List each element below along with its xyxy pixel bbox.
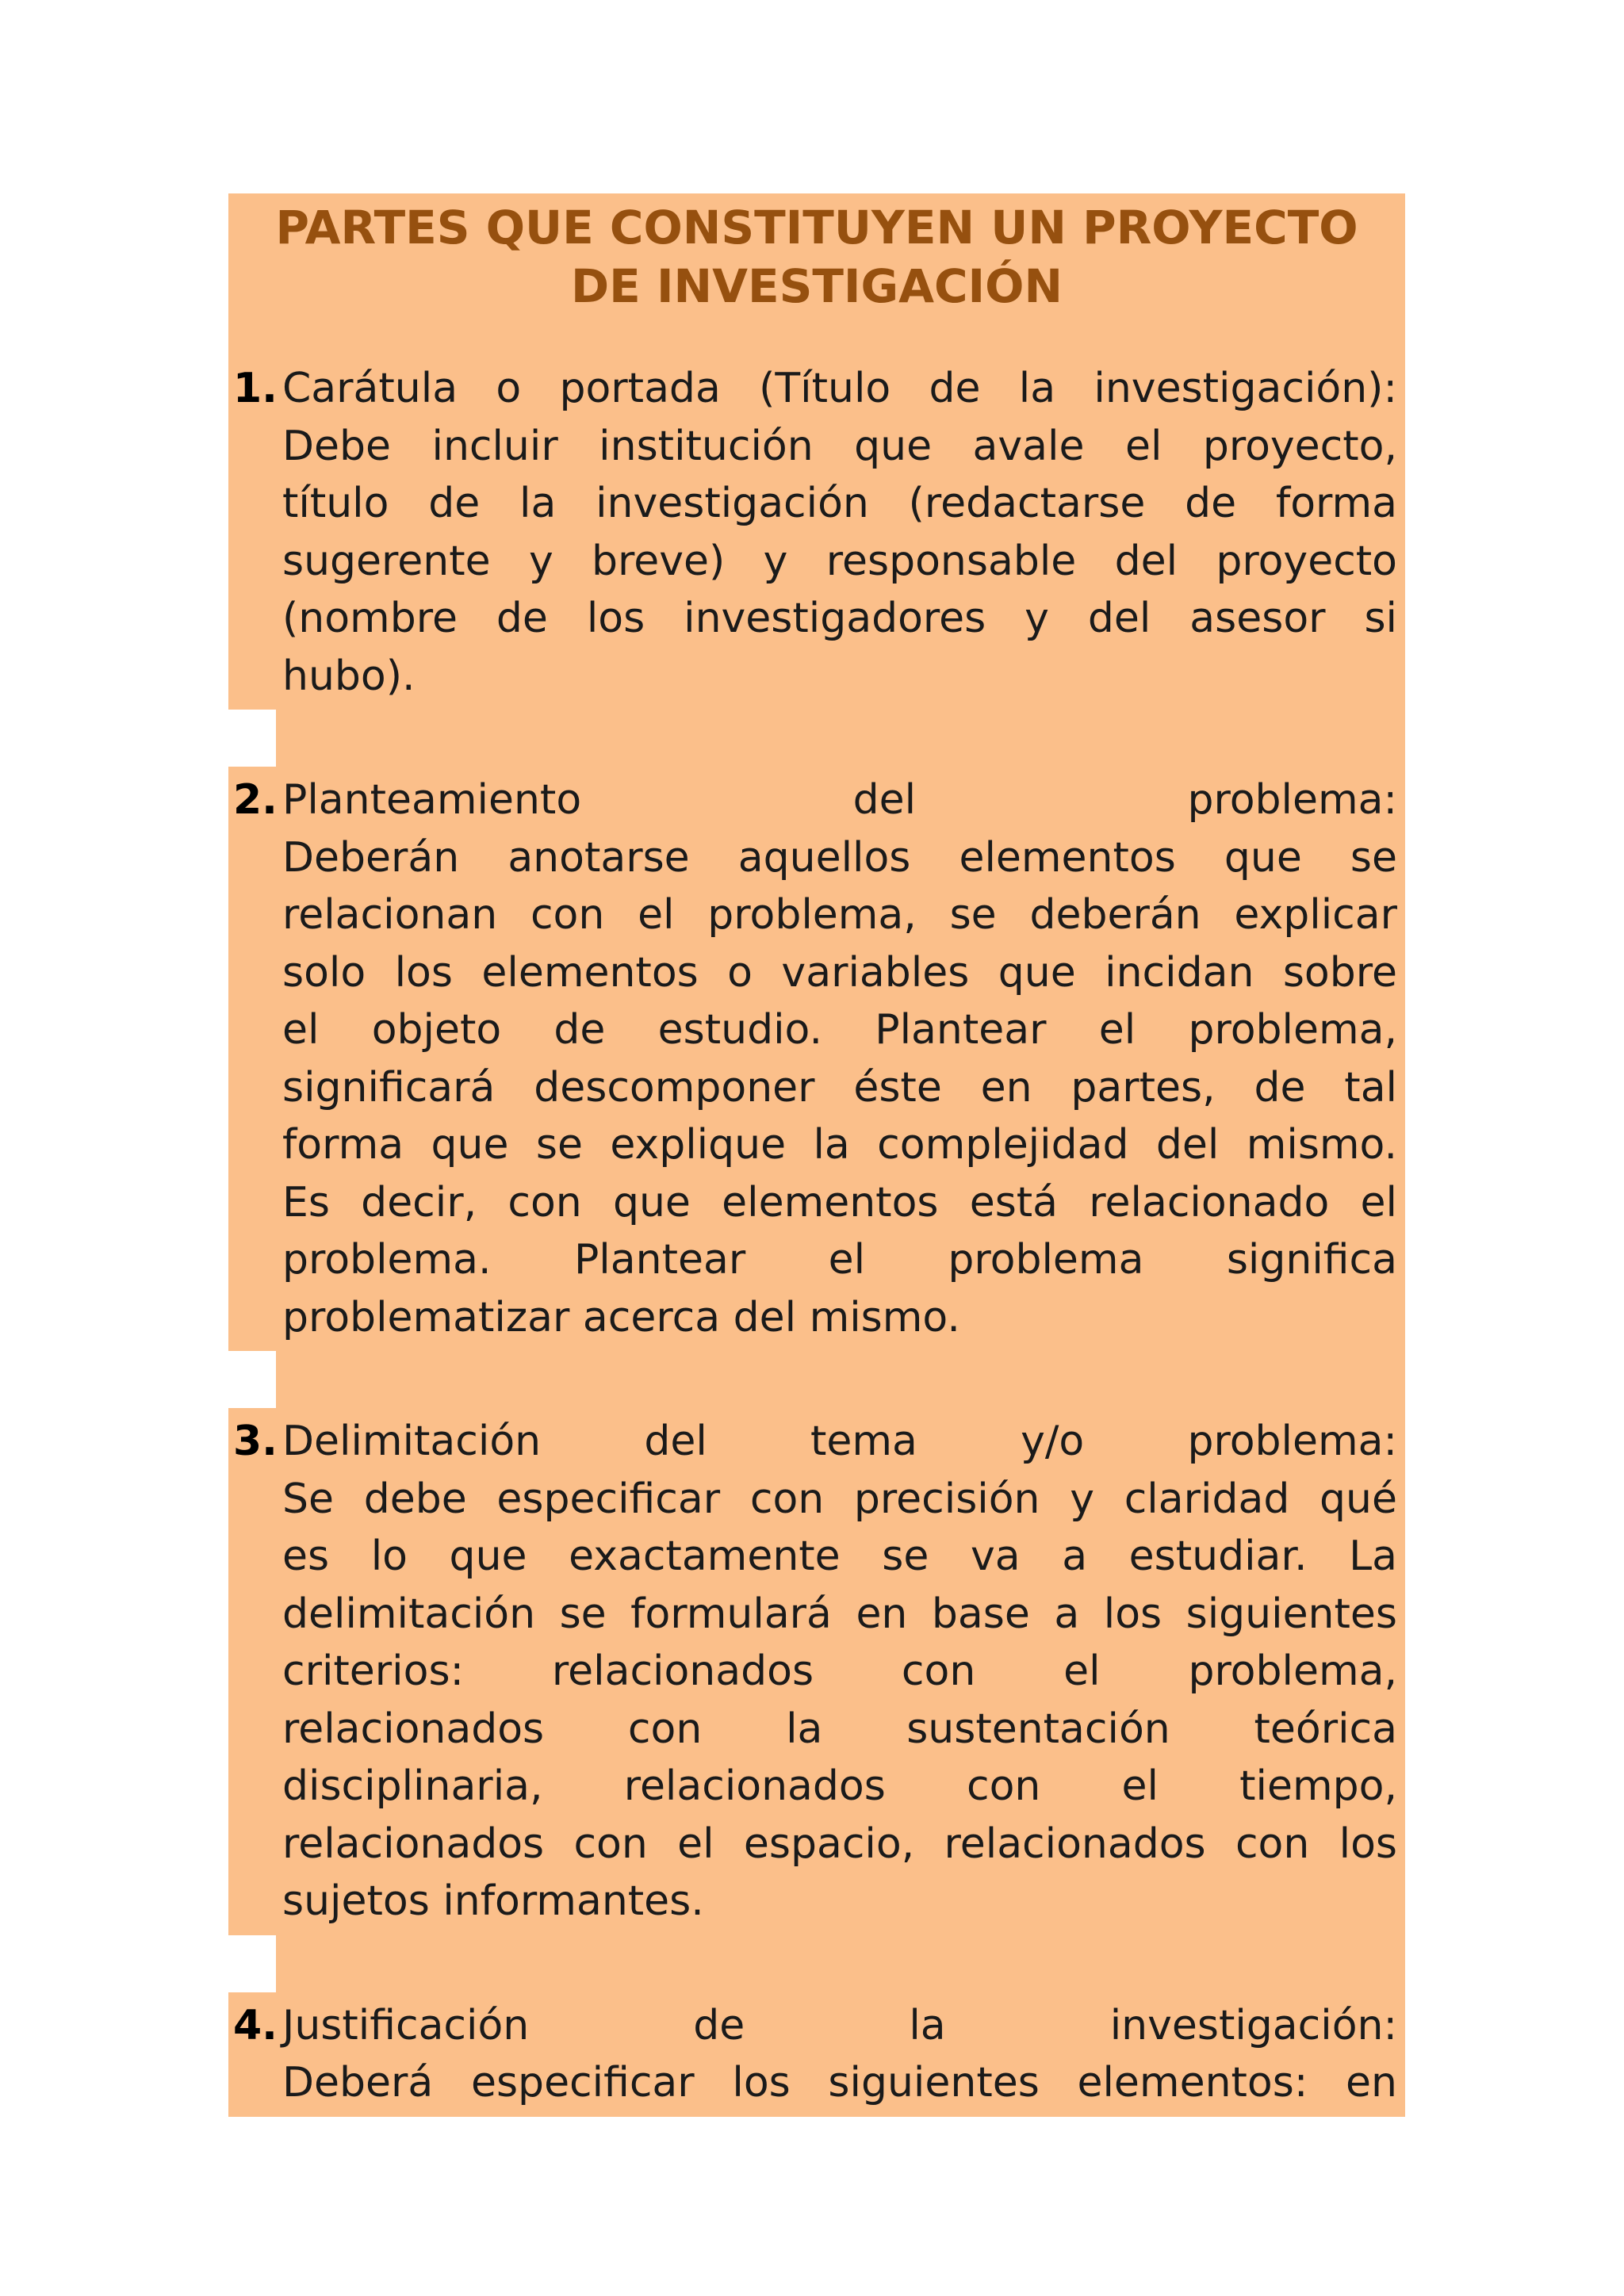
- item-text: [282, 360, 1397, 705]
- paragraph-gap: [228, 1351, 1405, 1408]
- item-line: Justificación de la investigación:: [282, 2001, 1397, 2049]
- item-line: problema. Plantear el problema significa: [282, 1236, 1397, 1284]
- item-line: Deberá especificar los siguientes elementos: en: [282, 2059, 1397, 2107]
- list-item-2: [228, 767, 1405, 1408]
- list-item-3: [228, 1408, 1405, 1992]
- item-text: [282, 771, 1397, 1346]
- item-number: 4.: [233, 2001, 278, 2049]
- item-line: Delimitación del tema y/o problema:: [282, 1418, 1397, 1465]
- item-line: relacionados con la sustentación teórica: [282, 1705, 1397, 1753]
- item-line: (nombre de los investigadores y del asesor si: [282, 595, 1397, 642]
- item-line: es lo que exactamente se va a estudiar. La: [282, 1533, 1397, 1580]
- item-text: [282, 1413, 1397, 1931]
- paragraph-gap: [228, 710, 1405, 767]
- item-line: sujetos informantes.: [282, 1877, 704, 1925]
- item-line: el objeto de estudio. Plantear el problema,: [282, 1006, 1397, 1054]
- item-line: Carátula o portada (Título de la investigación):: [282, 365, 1397, 412]
- item-line: Es decir, con que elementos está relacionado el: [282, 1178, 1397, 1226]
- item-number: 2.: [233, 776, 278, 824]
- item-line: delimitación se formulará en base a los siguientes: [282, 1590, 1397, 1638]
- list-item-1: [228, 355, 1405, 767]
- item-number: 3.: [233, 1418, 278, 1465]
- title-line-1: PARTES QUE CONSTITUYEN UN PROYECTO: [275, 201, 1358, 254]
- item-number: 1.: [233, 365, 278, 412]
- item-line: Planteamiento del problema:: [282, 776, 1397, 824]
- list-item-4: [228, 1992, 1405, 2117]
- item-line: forma que se explique la complejidad del mismo.: [282, 1121, 1397, 1169]
- title-line-2: DE INVESTIGACIÓN: [571, 259, 1063, 313]
- item-line: solo los elementos o variables que incidan sobre: [282, 948, 1397, 997]
- item-line: significará descomponer éste en partes, de tal: [282, 1063, 1397, 1112]
- paragraph-gap: [228, 1935, 1405, 1992]
- item-line: problematizar acerca del mismo.: [282, 1293, 960, 1341]
- page-title: [228, 193, 1405, 355]
- item-text: [282, 1997, 1397, 2112]
- item-line: sugerente y breve) y responsable del proyecto: [282, 537, 1397, 585]
- item-line: Debe incluir institución que avale el proyecto,: [282, 422, 1397, 470]
- item-line: título de la investigación (redactarse de forma: [282, 480, 1397, 527]
- item-line: Se debe especificar con precisión y claridad qué: [282, 1475, 1397, 1523]
- item-line: criterios: relacionados con el problema,: [282, 1647, 1397, 1695]
- item-line: relacionan con el problema, se deberán explicar: [282, 891, 1397, 939]
- item-line: Deberán anotarse aquellos elementos que se: [282, 833, 1397, 882]
- item-line: relacionados con el espacio, relacionados con los: [282, 1820, 1397, 1868]
- content-panel: [228, 193, 1405, 2117]
- item-line: disciplinaria, relacionados con el tiempo,: [282, 1762, 1397, 1810]
- item-line: hubo).: [282, 652, 416, 700]
